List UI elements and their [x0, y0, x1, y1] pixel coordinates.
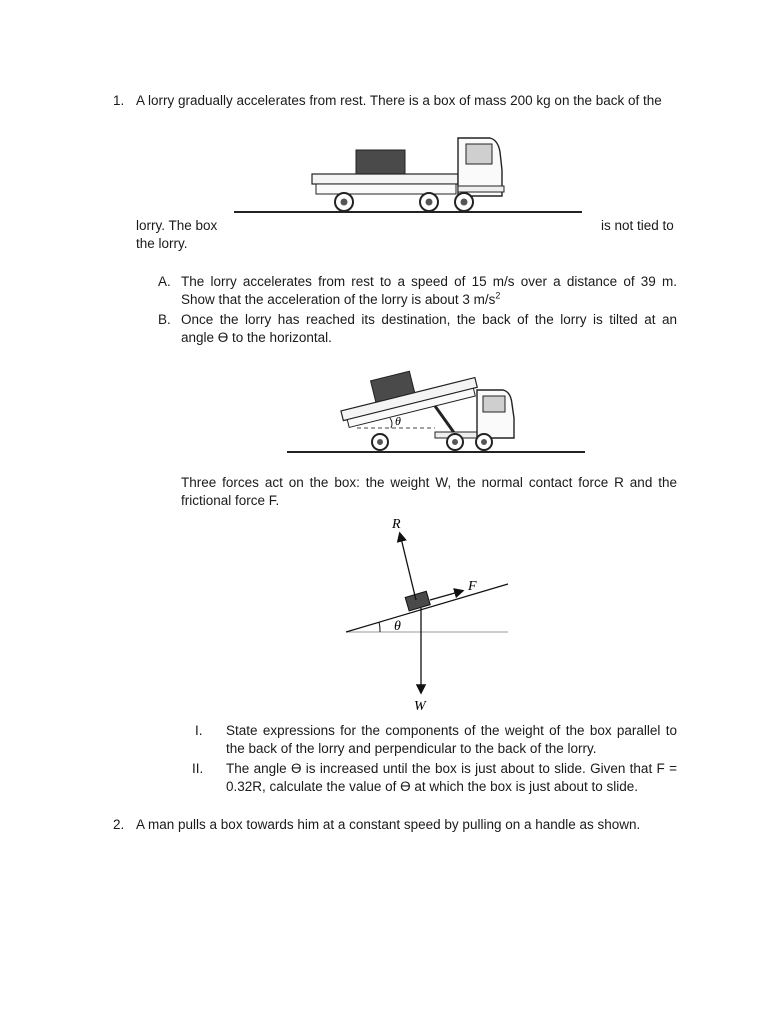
q1-number: 1.	[113, 93, 125, 108]
theta-label: θ	[394, 619, 401, 634]
forces-line2: frictional force F.	[181, 493, 280, 508]
part-a-line1: The lorry accelerates from rest to a speed of 15 m/s over a distance of 39 m.	[181, 274, 677, 289]
lorry-illustration	[230, 130, 586, 220]
q2-text: A man pulls a box towards him at a constant speed by pulling on a handle as shown.	[136, 817, 641, 832]
part-b-label: B.	[158, 312, 171, 327]
r-label: R	[392, 517, 401, 532]
part-a-label: A.	[158, 274, 171, 289]
tilt-angle-label: θ	[395, 414, 401, 428]
q2-number: 2.	[113, 817, 125, 832]
tipping-lorry-illustration	[285, 368, 587, 458]
part-b-line1: Once the lorry has reached its destination, the back of the lorry is tilted at an	[181, 312, 677, 327]
subpart-i-line2: the back of the lorry and perpendicular to the back of the lorry.	[226, 741, 597, 756]
subpart-ii-label: II.	[192, 761, 204, 776]
subpart-ii-line1: The angle ϴ is increased until the box is just about to slide. Given that F =	[226, 761, 677, 776]
q1-intro-right: is not tied to	[601, 218, 674, 233]
f-label: F	[468, 579, 477, 594]
q1-intro-line1: A lorry gradually accelerates from rest. There is a box of mass 200 kg on the back of the	[136, 93, 662, 108]
normal-force-arrow	[400, 534, 416, 600]
part-a-line2: Show that the acceleration of the lorry is about 3 $m/s^2$	[181, 290, 501, 307]
forces-line1: Three forces act on the box: the weight W, the normal contact force R and the	[181, 475, 677, 490]
incline-line	[346, 584, 508, 632]
subpart-i-line1: State expressions for the components of the weight of the box parallel to	[226, 723, 677, 738]
q1-intro-line3: the lorry.	[136, 236, 188, 251]
w-label: W	[414, 699, 426, 714]
box-shape	[356, 150, 405, 174]
subpart-i-label: I.	[195, 723, 203, 738]
subpart-ii-line2: 0.32R, calculate the value of ϴ at which the box is just about to slide.	[226, 779, 638, 794]
q1-intro-left: lorry. The box	[136, 218, 218, 233]
part-b-line2: angle ϴ to the horizontal.	[181, 330, 332, 345]
force-diagram	[340, 512, 520, 716]
